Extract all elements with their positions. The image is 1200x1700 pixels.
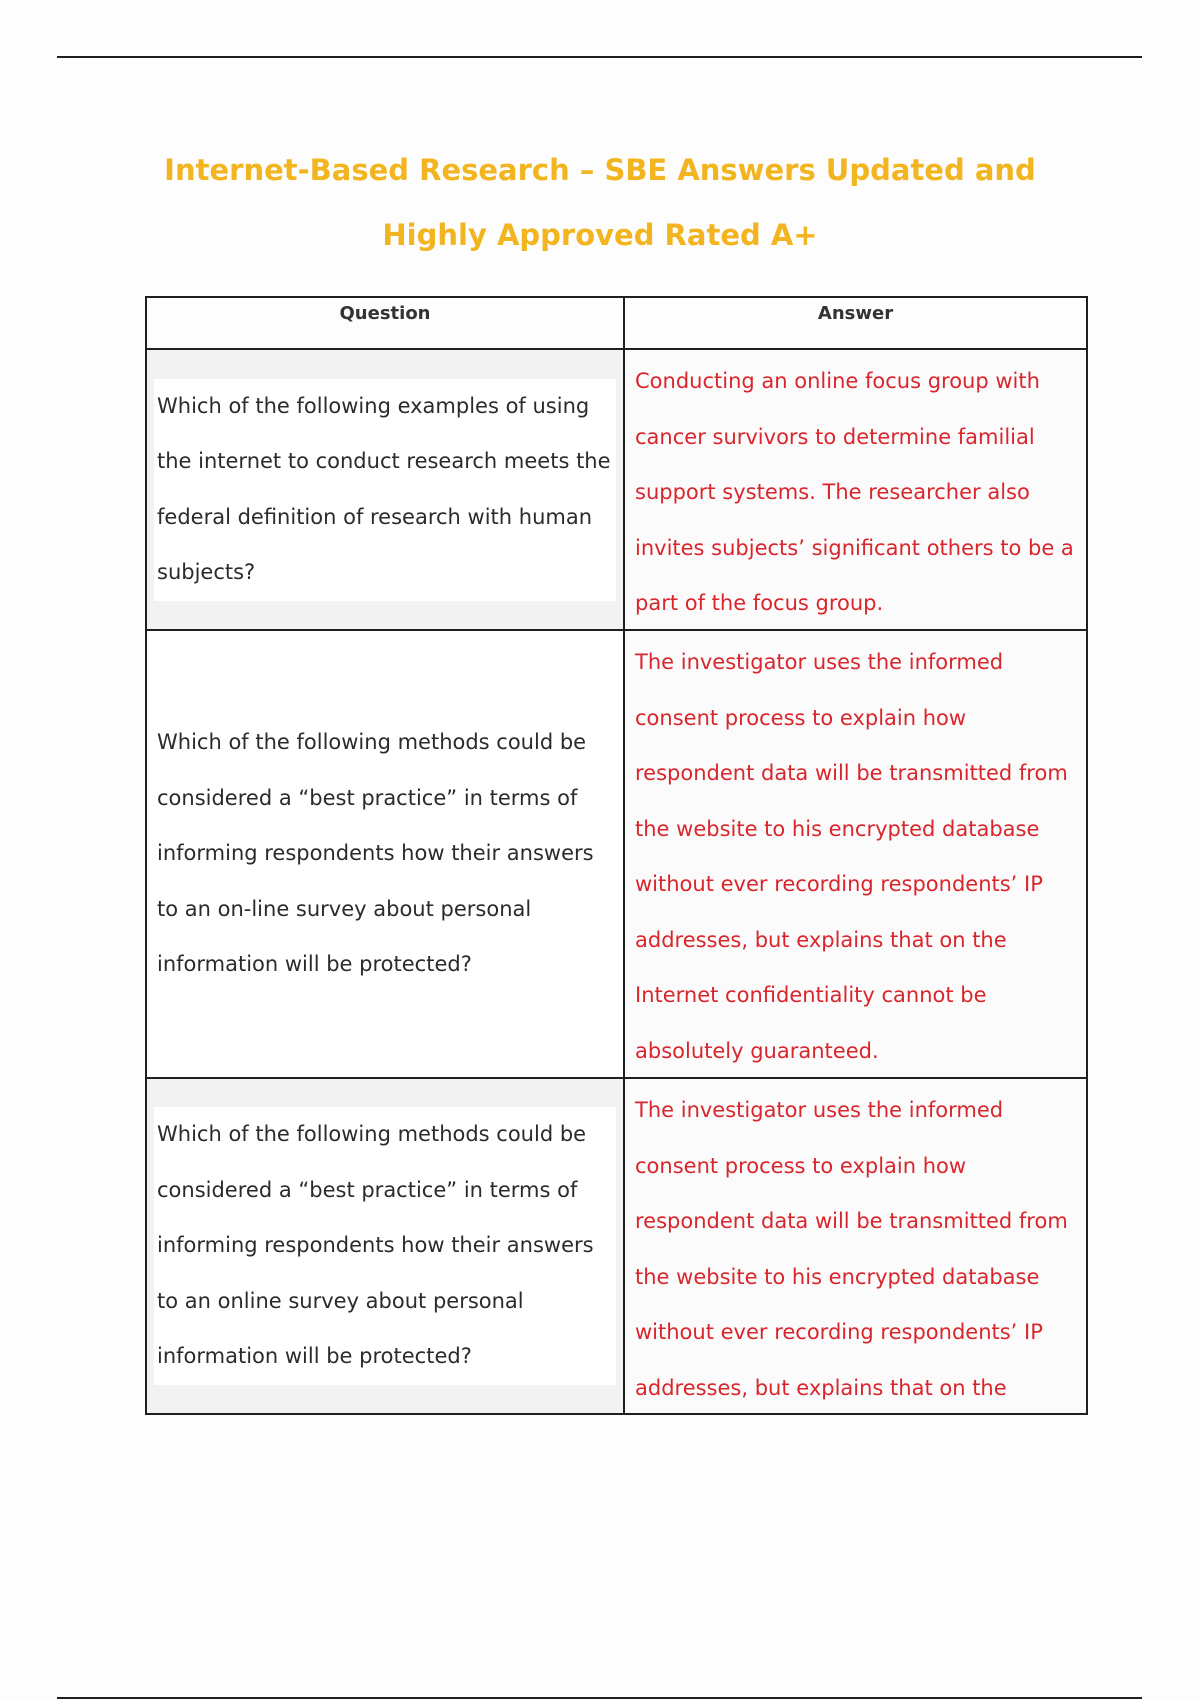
answer-text: The investigator uses the informed consent process to explain how respondent data will be transmitted from the website to his encrypted database without ever recording respondents’ IP addresses, but explains that on the xyxy=(625,1079,1086,1413)
page-title xyxy=(0,138,1200,268)
top-rule xyxy=(57,56,1142,58)
question-text: Which of the following methods could be considered a “best practice” in terms of informing respondents how their answers to an on-line survey about personal information will be protected? xyxy=(154,715,616,993)
question-header: Question xyxy=(147,298,625,348)
question-text: Which of the following methods could be considered a “best practice” in terms of informing respondents how their answers to an online survey about personal information will be protected? xyxy=(154,1107,616,1385)
bottom-rule xyxy=(57,1697,1142,1699)
question-cell xyxy=(147,350,625,629)
question-cell xyxy=(147,1079,625,1413)
title-line-2: Highly Approved Rated A+ xyxy=(382,218,818,252)
answer-text: The investigator uses the informed consent process to explain how respondent data will be transmitted from the website to his encrypted database without ever recording respondents’ IP addresses, but explains that on the Internet confidentiality cannot be absolutely guaranteed. xyxy=(625,631,1086,1077)
table-row xyxy=(147,348,1086,629)
table-row xyxy=(147,1077,1086,1413)
title-line-1: Internet-Based Research – SBE Answers Updated and xyxy=(164,153,1036,187)
table-row xyxy=(147,629,1086,1077)
answer-header: Answer xyxy=(817,303,894,324)
question-text: Which of the following examples of using the internet to conduct research meets the federal definition of research with human subjects? xyxy=(154,379,616,601)
table-header-row xyxy=(147,298,1086,348)
answer-text: Conducting an online focus group with cancer survivors to determine familial support systems. The researcher also invites subjects’ significant others to be a part of the focus group. xyxy=(625,350,1086,629)
qa-table xyxy=(145,296,1088,1415)
question-cell xyxy=(147,631,625,1077)
